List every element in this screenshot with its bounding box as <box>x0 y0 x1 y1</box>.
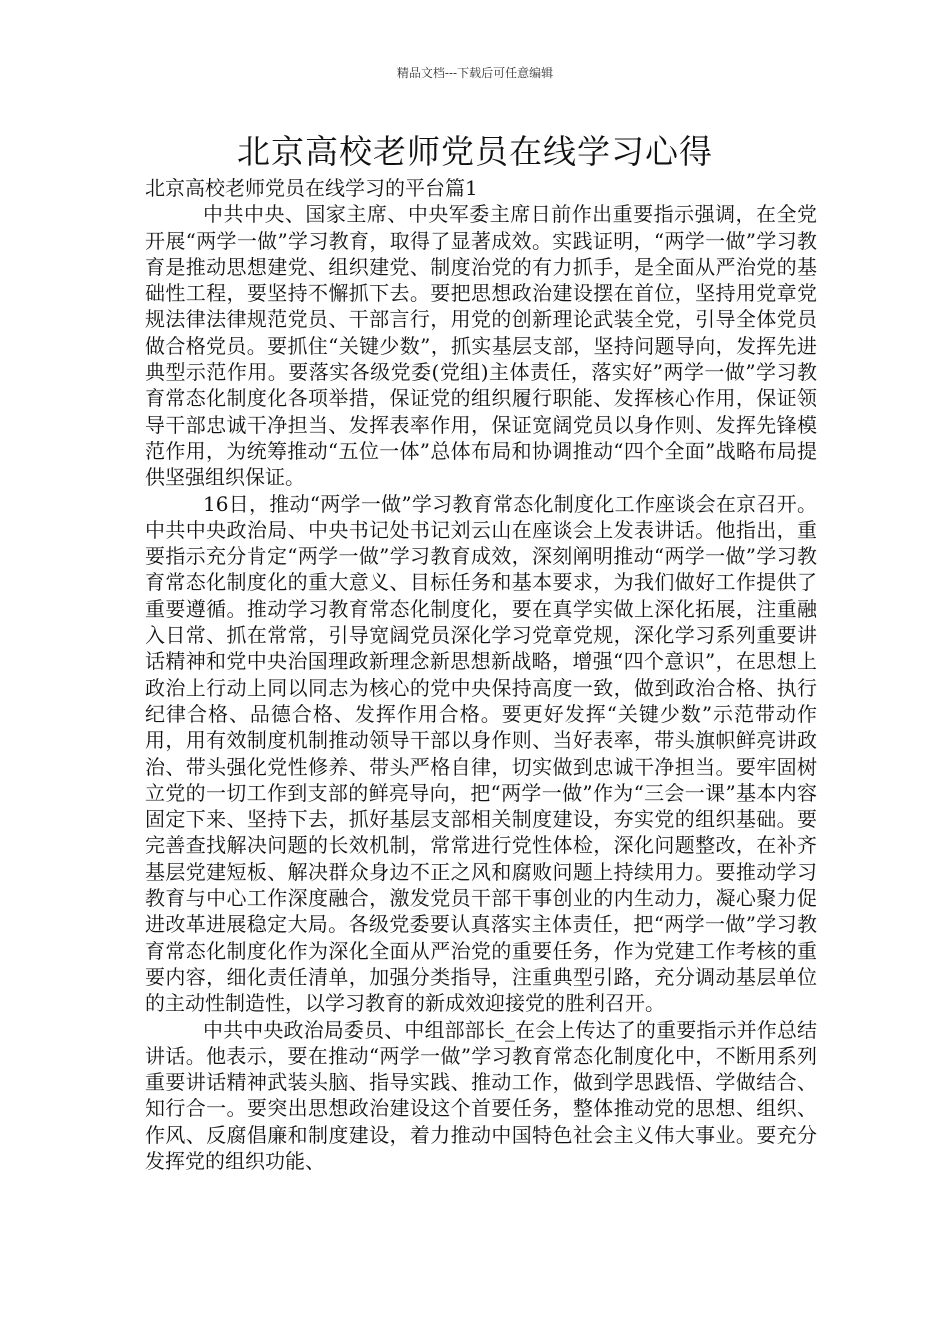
document-body <box>145 175 817 1174</box>
paragraph: 中共中央政治局委员、中组部部长_在会上传达了的重要指示并作总结讲话。他表示，要在推动“两学一做”学习教育常态化制度化中，不断用系列重要讲话精神武装头脑、指导实践、推动工作，做到学思践悟、学做结合、知行合一。要突出思想政治建设这个首要任务，整体推动党的思想、组织、作风、反腐倡廉和制度建设，着力推动中国特色社会主义伟大事业。要充分发挥党的组织功能、 <box>145 1017 817 1173</box>
page-header: 精品文档---下载后可任意编辑 <box>396 66 554 80</box>
paragraph: 16日，推动“两学一做”学习教育常态化制度化工作座谈会在京召开。中共中央政治局、中央书记处书记刘云山在座谈会上发表讲话。他指出，重要指示充分肯定“两学一做”学习教育成效，深刻阐明推动“两学一做”学习教育常态化制度化的重大意义、目标任务和基本要求，为我们做好工作提供了重要遵循。推动学习教育常态化制度化，要在真学实做上深化拓展，注重融入日常、抓在常常，引导宽阔党员深化学习党章党规，深化学习系列重要讲话精神和党中央治国理政新理念新思想新战略，增强“四个意识”，在思想上政治上行动上同以同志为核心的党中央保持高度一致，做到政治合格、执行纪律合格、品德合格、发挥作用合格。要更好发挥“关键少数”示范带动作用，用有效制度机制推动领导干部以身作则、当好表率，带头旗帜鲜亮讲政治、带头强化党性修养、带头严格自律，切实做到忠诚干净担当。要牢固树立党的一切工作到支部的鲜亮导向，把“两学一做”作为“三会一课”基本内容固定下来、坚持下去，抓好基层支部相关制度建设，夯实党的组织基础。要完善查找解决问题的长效机制，常常进行党性体检，深化问题整改，在补齐基层党建短板、解决群众身边不正之风和腐败问题上持续用力。要推动学习教育与中心工作深度融合，激发党员干部干事创业的内生动力，凝心聚力促进改革进展稳定大局。各级党委要认真落实主体责任，把“两学一做”学习教育常态化制度化作为深化全面从严治党的重要任务，作为党建工作考核的重要内容，细化责任清单，加强分类指导，注重典型引路，充分调动基层单位的主动性制造性，以学习教育的新成效迎接党的胜利召开。 <box>145 491 817 1016</box>
paragraph: 中共中央、国家主席、中央军委主席日前作出重要指示强调，在全党开展“两学一做”学习教育，取得了显著成效。实践证明，“两学一做”学习教育是推动思想建党、组织建党、制度治党的有力抓手，是全面从严治党的基础性工程，要坚持不懈抓下去。要把思想政治建设摆在首位，坚持用党章党规法律法律规范党员、干部言行，用党的创新理论武装全党，引导全体党员做合格党员。要抓住“关键少数”，抓实基层支部，坚持问题导向，发挥先进典型示范作用。要落实各级党委(党组)主体责任，落实好”两学一做”学习教育常态化制度化各项举措，保证党的组织履行职能、发挥核心作用，保证领导干部忠诚干净担当、发挥表率作用，保证宽阔党员以身作则、发挥先锋模范作用，为统筹推动“五位一体”总体布局和协调推动“四个全面”战略布局提供坚强组织保证。 <box>145 202 817 490</box>
document-title: 北京高校老师党员在线学习心得 <box>237 132 713 171</box>
section-subtitle: 北京高校老师党员在线学习的平台篇1 <box>145 176 478 200</box>
